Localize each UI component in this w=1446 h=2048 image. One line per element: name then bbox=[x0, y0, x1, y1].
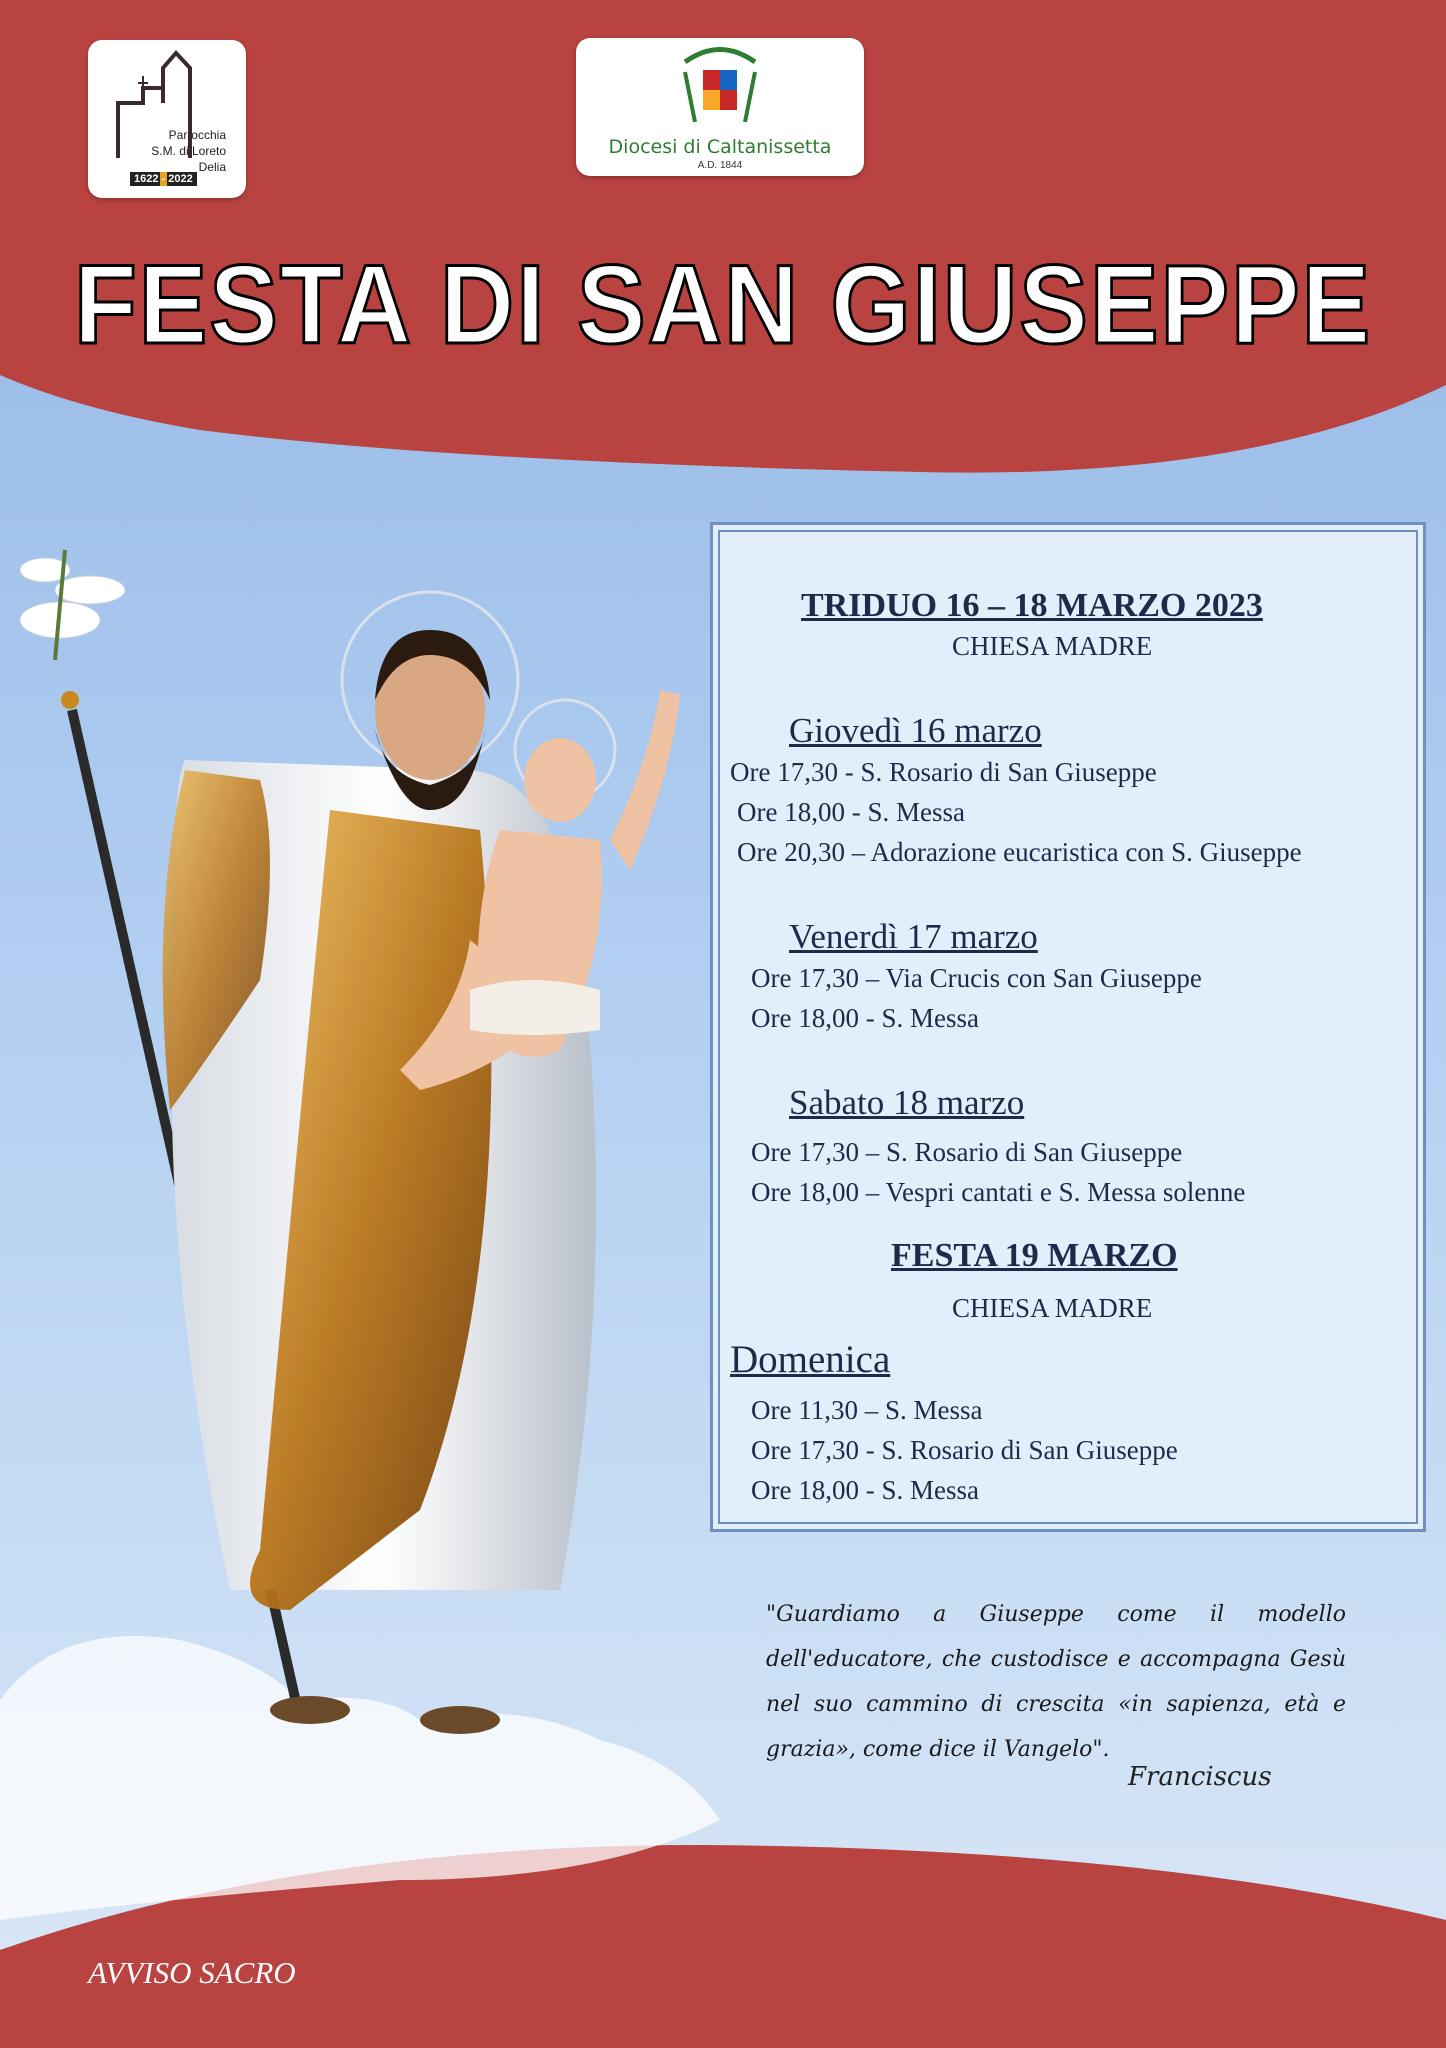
event-line: Ore 17,30 - S. Rosario di San Giuseppe bbox=[751, 1435, 1178, 1465]
event-line: Ore 18,00 - S. Messa bbox=[751, 1003, 979, 1033]
triduo-place: CHIESA MADRE bbox=[952, 631, 1153, 661]
saint-joseph-statue-icon bbox=[0, 510, 700, 1760]
event-line: Ore 18,00 – Vespri cantati e S. Messa solenne bbox=[751, 1177, 1246, 1207]
parish-name-line: Parrocchia bbox=[168, 128, 226, 142]
pope-quote: "Guardiamo a Giuseppe come il modello dell'educatore, che custodisce e accompagna Gesù nel suo cammino di crescita «in sapienza, età e grazia», come dice il Vangelo". bbox=[766, 1602, 1346, 1762]
parish-name-line: S.M. di Loreto bbox=[151, 144, 226, 158]
day-heading: Venerdì 17 marzo bbox=[789, 917, 1038, 956]
triduo-title: TRIDUO 16 – 18 MARZO 2023 bbox=[801, 587, 1263, 624]
coat-of-arms-icon bbox=[675, 42, 765, 132]
diocese-year: A.D. 1844 bbox=[697, 160, 743, 171]
footer-notice: AVVISO SACRO bbox=[88, 1955, 296, 1990]
event-line: Ore 20,30 – Adorazione eucaristica con S. Giuseppe bbox=[737, 837, 1302, 867]
page-title: FESTA DI SAN GIUSEPPE bbox=[73, 242, 1373, 367]
sunday-heading: Domenica bbox=[730, 1338, 891, 1381]
diocese-logo bbox=[576, 38, 864, 176]
event-line: Ore 18,00 - S. Messa bbox=[751, 1475, 979, 1505]
event-line: Ore 17,30 – Via Crucis con San Giuseppe bbox=[751, 963, 1202, 993]
parish-name-line: Delia bbox=[198, 160, 226, 174]
festa-title: FESTA 19 MARZO bbox=[891, 1237, 1178, 1274]
event-line: Ore 18,00 - S. Messa bbox=[737, 797, 965, 827]
parish-logo bbox=[88, 40, 246, 198]
day-heading: Sabato 18 marzo bbox=[789, 1083, 1025, 1122]
signature: Franciscus bbox=[1128, 1762, 1272, 1792]
event-line: Ore 17,30 - S. Rosario di San Giuseppe bbox=[730, 757, 1157, 787]
day-heading: Giovedì 16 marzo bbox=[789, 711, 1042, 750]
diocese-name: Diocesi di Caltanissetta bbox=[608, 136, 832, 158]
schedule-panel bbox=[710, 522, 1426, 1532]
event-line: Ore 11,30 – S. Messa bbox=[751, 1395, 983, 1425]
festa-place: CHIESA MADRE bbox=[952, 1293, 1153, 1323]
event-line: Ore 17,30 – S. Rosario di San Giuseppe bbox=[751, 1137, 1183, 1167]
parish-years: 1622 - 2022 bbox=[130, 172, 197, 186]
